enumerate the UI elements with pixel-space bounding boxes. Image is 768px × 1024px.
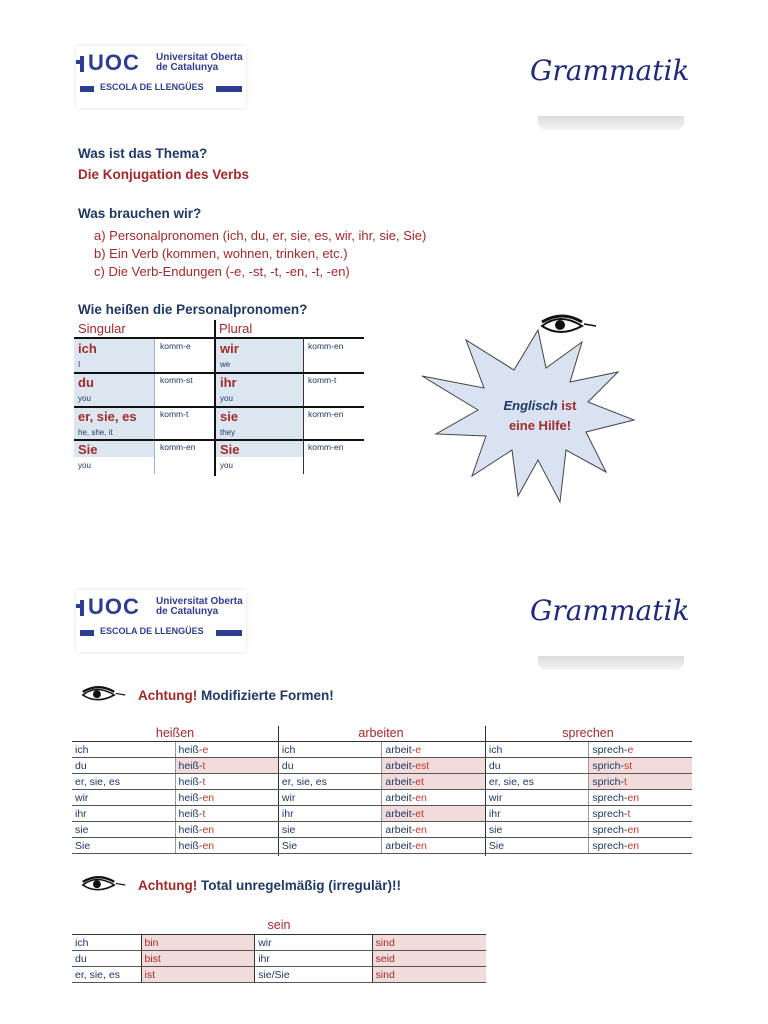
ending: en	[627, 823, 640, 836]
star-englisch: Englisch	[503, 398, 558, 413]
pp-du-form: komm-st	[160, 375, 193, 385]
stem: heiß-	[178, 759, 203, 772]
person-cell: er, sie, es	[72, 967, 141, 983]
pp-er-sie-es-en: he, she, it	[78, 428, 113, 437]
person-cell: ich	[485, 742, 589, 758]
person-cell: sie	[278, 822, 382, 838]
form-cell	[175, 822, 278, 838]
form-cell	[589, 742, 692, 758]
stem: arbeit-	[385, 775, 416, 788]
ending: t	[202, 775, 206, 788]
person-cell: Sie	[278, 838, 382, 854]
ending: e	[627, 743, 634, 756]
ending: en	[415, 839, 427, 852]
uoc-logo-2	[76, 590, 246, 652]
table-row	[72, 742, 692, 758]
irregular-label: Total unregelmäßig (irregulär)!!	[197, 878, 401, 893]
stem: sprech-	[592, 839, 628, 852]
stem: heiß-	[178, 743, 203, 756]
person-cell: sie	[485, 822, 589, 838]
person-cell: sie	[72, 822, 175, 838]
grammatik-logo	[530, 50, 690, 130]
ending: t	[202, 807, 206, 820]
stem: heiß-	[178, 775, 203, 788]
ending: e	[415, 743, 422, 756]
achtung-label: Achtung!	[138, 688, 198, 703]
form-cell: ist	[141, 967, 255, 983]
form-cell	[382, 806, 486, 822]
person-cell: wir	[485, 790, 589, 806]
uoc-logo-text-2: UOC	[88, 594, 140, 619]
verb-arbeiten-title: arbeiten	[358, 726, 404, 740]
modified-verbs-table	[72, 742, 692, 854]
pp-ihr-en: you	[220, 394, 233, 403]
verb-sprechen	[485, 726, 691, 740]
form-cell	[589, 790, 692, 806]
pp-er-sie-es: er, sie, es	[78, 409, 137, 424]
pp-du: du	[78, 375, 94, 390]
table-row	[72, 806, 692, 822]
university-line-2: de Catalunya	[156, 62, 219, 73]
stem: arbeit-	[385, 839, 416, 852]
ending: en	[202, 823, 215, 836]
table-row	[72, 951, 486, 967]
form-cell	[589, 822, 692, 838]
ending: est	[415, 759, 430, 772]
grammatik-text-2: Grammatik	[530, 594, 690, 627]
form-cell	[382, 790, 486, 806]
form-cell	[382, 822, 486, 838]
pp-question: Wie heißen die Personalpronomen?	[78, 302, 308, 317]
ending: t	[627, 807, 631, 820]
eye-icon	[76, 874, 132, 896]
table-row	[72, 758, 692, 774]
form-cell: bist	[141, 951, 255, 967]
person-cell: ich	[72, 935, 141, 951]
pp-ich: ich	[78, 341, 97, 356]
form-cell	[589, 838, 692, 854]
verb-sein	[72, 918, 486, 983]
pronoun-table	[74, 320, 364, 476]
pp-wir: wir	[220, 341, 239, 356]
stem: heiß-	[178, 807, 203, 820]
stem: arbeit-	[385, 791, 416, 804]
table-row	[72, 822, 692, 838]
form-cell	[382, 838, 486, 854]
form-cell	[175, 758, 278, 774]
sein-table	[72, 934, 486, 983]
verb-arbeiten	[278, 726, 484, 740]
stem: sprech-	[592, 791, 628, 804]
form-cell	[382, 758, 486, 774]
school-name-2: ESCOLA DE LLENGÜES	[100, 626, 204, 636]
pp-Sie-sg-form: komm-en	[160, 442, 196, 452]
pp-wir-en: we	[220, 360, 231, 369]
ending: t	[623, 775, 627, 788]
table-row	[72, 790, 692, 806]
topic-answer: Die Konjugation des Verbs	[78, 167, 250, 182]
university-line-2-2: de Catalunya	[156, 606, 219, 617]
ending: st	[623, 759, 633, 772]
person-cell: ich	[72, 742, 175, 758]
form-cell	[175, 742, 278, 758]
pp-wir-form: komm-en	[308, 341, 344, 351]
stem: heiß-	[178, 823, 203, 836]
form-cell: seid	[372, 951, 486, 967]
pp-ich-form: komm-e	[160, 341, 191, 351]
form-cell	[382, 774, 486, 790]
person-cell: er, sie, es	[485, 774, 589, 790]
pp-ihr-form: komm-t	[308, 375, 337, 385]
person-cell: wir	[255, 935, 372, 951]
person-cell: wir	[278, 790, 382, 806]
university-line-1-2: Universitat Oberta	[156, 596, 243, 607]
pp-sie-en: they	[220, 428, 236, 437]
form-cell: sind	[372, 967, 486, 983]
pp-Sie-pl-en: you	[220, 461, 233, 470]
pp-Sie-pl: Sie	[220, 442, 240, 457]
grammatik-logo-2	[530, 590, 690, 670]
person-cell: ich	[278, 742, 382, 758]
form-cell	[589, 774, 692, 790]
pp-Sie-pl-form: komm-en	[308, 442, 344, 452]
stem: sprich-	[592, 759, 624, 772]
pp-sie: sie	[220, 409, 239, 424]
stem: sprich-	[592, 775, 624, 788]
starburst-text	[500, 396, 580, 436]
col-singular: Singular	[78, 321, 126, 336]
person-cell: du	[485, 758, 589, 774]
person-cell: ihr	[72, 806, 175, 822]
ending: en	[202, 839, 215, 852]
person-cell: du	[278, 758, 382, 774]
form-cell	[175, 806, 278, 822]
uoc-logo-text: UOC	[88, 50, 140, 75]
verb-heissen-title: heißen	[155, 726, 195, 740]
star-ist: ist	[557, 398, 577, 413]
stem: arbeit-	[385, 759, 416, 772]
form-cell: sind	[372, 935, 486, 951]
achtung-modified	[138, 688, 334, 703]
ending: en	[627, 839, 640, 852]
person-cell: du	[72, 951, 141, 967]
form-cell	[589, 758, 692, 774]
form-cell	[382, 742, 486, 758]
pp-Sie-sg-en: you	[78, 461, 91, 470]
uoc-logo	[76, 46, 246, 108]
grammatik-text: Grammatik	[530, 54, 690, 87]
stem: arbeit-	[385, 807, 416, 820]
ending: et	[415, 775, 424, 788]
ending: e	[202, 743, 209, 756]
topic-question: Was ist das Thema?	[78, 146, 208, 161]
need-c: c) Die Verb-Endungen (-e, -st, -t, -en, -t, -en)	[94, 264, 350, 279]
stem: heiß-	[178, 791, 203, 804]
person-cell: du	[72, 758, 175, 774]
form-cell	[589, 806, 692, 822]
university-line-1: Universitat Oberta	[156, 52, 243, 63]
pp-ihr: ihr	[220, 375, 237, 390]
stem: sprech-	[592, 743, 628, 756]
ending: en	[627, 791, 640, 804]
person-cell: er, sie, es	[278, 774, 382, 790]
form-cell	[175, 838, 278, 854]
starburst	[420, 310, 640, 510]
table-row	[72, 935, 486, 951]
need-a: a) Personalpronomen (ich, du, er, sie, es, wir, ihr, sie, Sie)	[94, 228, 427, 243]
ending: en	[415, 823, 427, 836]
ending: t	[202, 759, 206, 772]
table-row	[72, 774, 692, 790]
person-cell: ihr	[278, 806, 382, 822]
pp-Sie-sg: Sie	[78, 442, 98, 457]
school-name: ESCOLA DE LLENGÜES	[100, 82, 204, 92]
pp-er-sie-es-form: komm-t	[160, 409, 189, 419]
pp-ich-en: I	[78, 360, 81, 369]
stem: sprech-	[592, 807, 628, 820]
stem: arbeit-	[385, 823, 416, 836]
need-b: b) Ein Verb (kommen, wohnen, trinken, etc.)	[94, 246, 348, 261]
person-cell: er, sie, es	[72, 774, 175, 790]
form-cell	[175, 774, 278, 790]
verb-sein-title: sein	[267, 918, 291, 932]
verb-heissen	[72, 726, 278, 740]
ending: en	[415, 791, 427, 804]
ending: et	[415, 807, 424, 820]
eye-icon	[538, 312, 600, 340]
person-cell: sie/Sie	[255, 967, 372, 983]
person-cell: ihr	[485, 806, 589, 822]
col-plural: Plural	[219, 321, 253, 336]
pp-du-en: you	[78, 394, 91, 403]
person-cell: wir	[72, 790, 175, 806]
eye-icon	[76, 684, 132, 706]
stem: sprech-	[592, 823, 628, 836]
need-question: Was brauchen wir?	[78, 206, 202, 221]
pp-sie-form: komm-en	[308, 409, 344, 419]
person-cell: ihr	[255, 951, 372, 967]
verb-sprechen-title: sprechen	[562, 726, 614, 740]
table-row	[72, 967, 486, 983]
stem: arbeit-	[385, 743, 416, 756]
ending: en	[202, 791, 215, 804]
modified-label: Modifizierte Formen!	[197, 688, 334, 703]
form-cell	[175, 790, 278, 806]
stem: heiß-	[178, 839, 203, 852]
person-cell: Sie	[72, 838, 175, 854]
achtung-irregular	[138, 878, 401, 893]
achtung-label-2: Achtung!	[138, 878, 198, 893]
person-cell: Sie	[485, 838, 589, 854]
form-cell: bin	[141, 935, 255, 951]
star-hilfe: eine Hilfe!	[508, 418, 572, 433]
table-row	[72, 838, 692, 854]
